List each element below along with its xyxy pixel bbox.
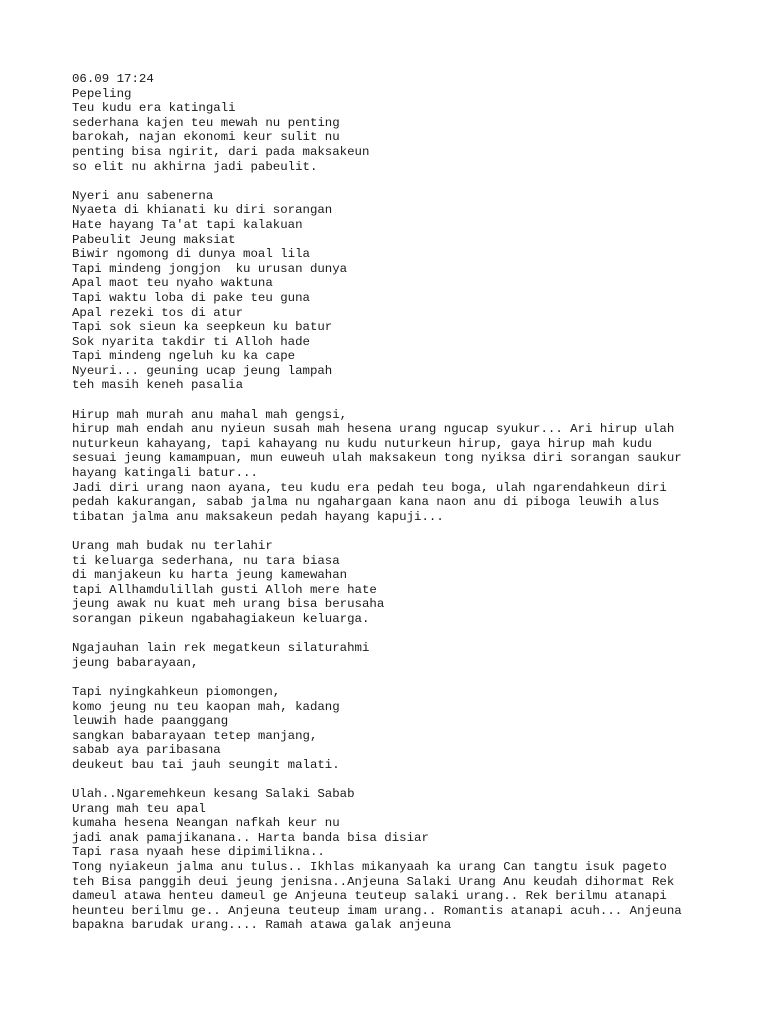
text-line: bapakna barudak urang.... Ramah atawa galak anjeuna [72,918,452,933]
text-line: Biwir ngomong di dunya moal lila [72,247,310,262]
text-line: sorangan pikeun ngabahagiakeun keluarga. [72,611,370,626]
text-line: Urang mah budak nu terlahir [72,539,273,553]
text-line: teh masih keneh pasalia [72,378,244,393]
text-line: Nyaeta di khianati ku diri sorangan [72,203,333,218]
text-line: deukeut bau tai jauh seungit malati. [72,757,340,772]
text-line: dameul atawa henteu dameul ge Anjeuna teuteup salaki urang.. Rek berilmu atanapi [72,889,667,904]
text-line: Pepeling [72,86,132,101]
text-line: Urang mah teu apal [72,801,206,816]
text-line: Tapi mindeng jongjon ku urusan dunya [72,261,348,276]
text-line: di manjakeun ku harta jeung kamewahan [72,568,348,583]
paragraph-6 [72,685,722,773]
text-line: so elit nu akhirna jadi pabeulit. [72,159,318,174]
text-line: nuturkeun kahayang, tapi kahayang nu kudu nuturkeun hirup, gaya hirup mah kudu [72,436,652,451]
text-line: tibatan jalma anu maksakeun pedah hayang kapuji... [72,509,444,524]
text-line: Nyeri anu sabenerna [72,188,214,203]
text-line: Hate hayang Ta'at tapi kalakuan [72,217,303,232]
document-page [72,72,722,948]
text-line: teh Bisa panggih deui jeung jenisna..Anjeuna Salaki Urang Anu keudah dihormat Rek [72,874,675,889]
text-line: sederhana kajen teu mewah nu penting [72,115,340,130]
text-line: Pabeulit Jeung maksiat [72,232,236,247]
text-line: Tapi nyingkahkeun piomongen, [72,684,281,699]
text-line: Jadi diri urang naon ayana, teu kudu era pedah teu boga, ulah ngarendahkeun diri [72,480,667,495]
text-line: ti keluarga sederhana, nu tara biasa [72,553,340,568]
text-line: sesuai jeung kamampuan, mun euweuh ulah maksakeun tong nyiksa diri sorangan saukur [72,451,682,466]
text-line: hayang katingali batur... [72,466,258,481]
text-line: Teu kudu era katingali [72,101,236,116]
text-line: Tapi sok sieun ka seepkeun ku batur [72,320,333,335]
paragraph-3 [72,408,722,525]
text-line: Apal rezeki tos di atur [72,305,244,320]
text-line: jeung babarayaan, [72,655,199,670]
paragraph-2 [72,189,722,393]
text-line: Nyeuri... geuning ucap jeung lampah [72,363,333,378]
text-line: Tapi rasa nyaah hese dipimilikna.. [72,845,325,860]
text-line: Tapi mindeng ngeluh ku ka cape [72,349,296,364]
text-line: sabab aya paribasana [72,743,221,758]
paragraph-1 [72,72,722,174]
text-line: komo jeung nu teu kaopan mah, kadang [72,699,340,714]
text-line: Tong nyiakeun jalma anu tulus.. Ikhlas mikanyaah ka urang Can tangtu isuk pageto [72,860,667,875]
text-line: 06.09 17:24 [72,72,154,86]
text-line: heunteu berilmu ge.. Anjeuna teuteup imam urang.. Romantis atanapi acuh... Anjeuna [72,903,682,918]
text-line: leuwih hade paanggang [72,714,229,729]
paragraph-4 [72,539,722,627]
text-line: Tapi waktu loba di pake teu guna [72,290,310,305]
text-line: penting bisa ngirit, dari pada maksakeun [72,144,370,159]
text-line: Apal maot teu nyaho waktuna [72,276,273,291]
text-line: Hirup mah murah anu mahal mah gengsi, [72,407,348,422]
text-line: Ulah..Ngaremehkeun kesang Salaki Sabab [72,787,355,802]
text-line: sangkan babarayaan tetep manjang, [72,728,318,743]
text-line: kumaha hesena Neangan nafkah keur nu [72,816,340,831]
text-line: barokah, najan ekonomi keur sulit nu [72,130,340,145]
text-line: pedah kakurangan, sabab jalma nu ngahargaan kana naon anu di piboga leuwih alus [72,495,660,510]
text-line: Ngajauhan lain rek megatkeun silaturahmi [72,641,370,656]
paragraph-5 [72,641,722,670]
text-line: jadi anak pamajikanana.. Harta banda bisa disiar [72,830,429,845]
text-line: Sok nyarita takdir ti Alloh hade [72,334,310,349]
text-line: hirup mah endah anu nyieun susah mah hesena urang ngucap syukur... Ari hirup ulah [72,422,675,437]
text-line: tapi Allhamdulillah gusti Alloh mere hate [72,582,377,597]
paragraph-7 [72,787,722,933]
text-line: jeung awak nu kuat meh urang bisa berusaha [72,597,385,612]
